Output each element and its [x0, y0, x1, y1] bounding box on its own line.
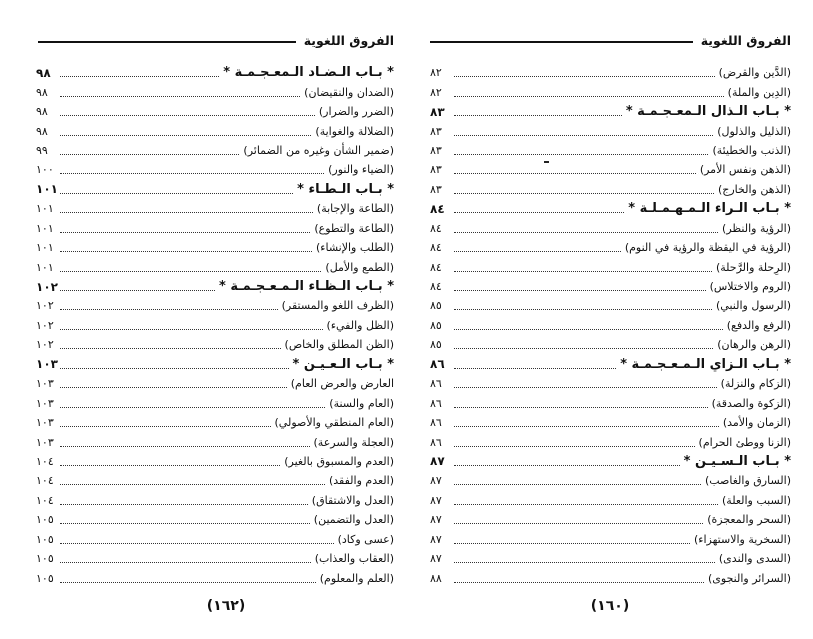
- entry-page-number: ٨٧: [430, 532, 442, 546]
- entry-label: (الزمان والأمد): [722, 416, 791, 430]
- header-rule: [38, 41, 296, 43]
- dot-leader: [60, 407, 325, 408]
- entry-label: (العدل والتضمين): [313, 513, 394, 527]
- dot-leader: [60, 465, 280, 466]
- entry-label: (الظن المطلق والخاص): [284, 338, 394, 352]
- toc-entry[interactable]: [430, 141, 791, 160]
- dot-leader: [60, 271, 321, 272]
- entry-page-number: ١٠١: [36, 260, 54, 274]
- dot-leader: [60, 329, 323, 330]
- dot-leader: [454, 212, 624, 213]
- dot-leader: [454, 115, 622, 116]
- toc-entry[interactable]: [36, 316, 394, 335]
- entry-page-number: ٩٩: [36, 143, 48, 157]
- entry-page-number: ١٠٢: [36, 338, 54, 352]
- entry-label: * بـاب الـراء الـمـهـمـلـة *: [628, 201, 791, 217]
- dot-leader: [454, 329, 723, 330]
- dot-leader: [454, 484, 701, 485]
- dot-leader: [454, 290, 706, 291]
- entry-page-number: ٩٨: [36, 65, 51, 80]
- toc-entry[interactable]: [36, 568, 394, 587]
- entry-label: (السارق والغاصب): [704, 474, 791, 488]
- toc-entry[interactable]: [430, 471, 791, 490]
- entry-page-number: ١٠١: [36, 202, 54, 216]
- entry-page-number: ٨٤: [430, 280, 442, 294]
- entry-page-number: ٨٤: [430, 221, 442, 235]
- dot-leader: [454, 446, 695, 447]
- entry-label: (الروم والاختلاس): [709, 280, 791, 294]
- toc-entry[interactable]: [430, 413, 791, 432]
- toc-section-heading[interactable]: [36, 63, 394, 82]
- entry-page-number: ٨٥: [430, 318, 442, 332]
- entry-label: (الزنا ووطئ الحرام): [698, 435, 791, 449]
- dot-leader: [454, 465, 680, 466]
- entry-label: (السبب والعلة): [722, 493, 791, 507]
- entry-label: (السحر والمعجزة): [707, 513, 791, 527]
- dot-leader: [60, 523, 310, 524]
- entry-page-number: ٨٤: [430, 241, 442, 255]
- dot-leader: [454, 251, 621, 252]
- page-number: (١٦٢): [206, 598, 246, 614]
- dot-leader: [454, 135, 713, 136]
- entry-page-number: ٨٦: [430, 377, 442, 391]
- entry-label: (العدم والمسبوق بالغير): [284, 454, 394, 468]
- entry-label: (الدَّين والقرض): [718, 66, 791, 80]
- entry-page-number: ١٠٢: [36, 318, 54, 332]
- entry-label: (الرِحلة والرَّحلة): [715, 260, 791, 274]
- entry-label: (الذهن ونفس الأمر): [699, 163, 791, 177]
- toc-entry[interactable]: [36, 491, 394, 510]
- toc-entry[interactable]: [36, 141, 394, 160]
- dot-leader: [60, 251, 312, 252]
- entry-label: (عسى وكاد): [337, 532, 394, 546]
- toc-entry[interactable]: [430, 82, 791, 101]
- entry-label: (الضدان والنقيضان): [304, 85, 394, 99]
- entry-label: (السخرية والاستهزاء): [694, 532, 791, 546]
- dot-leader: [454, 309, 712, 310]
- entry-label: * بـاب الـعـيـن *: [292, 356, 394, 372]
- toc-section-heading[interactable]: [430, 355, 791, 374]
- toc-section-heading[interactable]: [430, 452, 791, 471]
- entry-page-number: ٨٢: [430, 85, 442, 99]
- entry-label: (العام المنطقي والأصولي): [274, 416, 394, 430]
- dot-leader: [60, 582, 316, 583]
- entry-page-number: ٩٨: [36, 85, 48, 99]
- toc-entry[interactable]: [36, 238, 394, 257]
- left-page: [36, 0, 394, 639]
- entry-page-number: ١٠٣: [36, 357, 58, 372]
- dot-leader: [454, 504, 718, 505]
- entry-label: (العام والسنة): [329, 396, 394, 410]
- entry-page-number: ١٠٠: [36, 163, 54, 177]
- toc-entry[interactable]: [36, 549, 394, 568]
- dot-leader: [454, 562, 715, 563]
- dot-leader: [60, 562, 311, 563]
- toc-entry[interactable]: [36, 374, 394, 393]
- entry-page-number: ٨٦: [430, 435, 442, 449]
- entry-page-number: ١٠٤: [36, 493, 54, 507]
- entry-label: (الظل والفيء): [326, 318, 394, 332]
- entry-label: (الرهن والرهان): [717, 338, 791, 352]
- entry-label: (السدى والندى): [718, 552, 791, 566]
- entry-label: (الذليل والذلول): [717, 124, 791, 138]
- entry-page-number: ١٠١: [36, 182, 58, 197]
- entry-page-number: ٨٧: [430, 552, 442, 566]
- dot-leader: [60, 309, 278, 310]
- toc-section-heading[interactable]: [36, 355, 394, 374]
- entry-page-number: ٨٦: [430, 396, 442, 410]
- entry-page-number: ٨٥: [430, 299, 442, 313]
- toc-list: [430, 63, 791, 588]
- entry-page-number: ٨٦: [430, 357, 445, 372]
- entry-page-number: ٨٤: [430, 260, 442, 274]
- dot-leader: [454, 407, 708, 408]
- toc-entry[interactable]: [36, 121, 394, 140]
- dot-leader: [60, 135, 311, 136]
- entry-label: (السرائر والنجوى): [708, 571, 791, 585]
- entry-page-number: ١٠٣: [36, 396, 54, 410]
- entry-page-number: ٨٧: [430, 454, 445, 469]
- entry-page-number: ٨٣: [430, 124, 442, 138]
- toc-entry[interactable]: [430, 296, 791, 315]
- entry-label: (الدِين والملة): [727, 85, 791, 99]
- entry-label: (الضلالة والغواية): [315, 124, 394, 138]
- toc-entry[interactable]: [430, 238, 791, 257]
- running-head: [430, 30, 791, 50]
- entry-label: (العدل والاشتقاق): [311, 493, 394, 507]
- toc-entry[interactable]: [430, 510, 791, 529]
- dot-leader: [60, 212, 313, 213]
- toc-entry[interactable]: [36, 199, 394, 218]
- toc-entry[interactable]: [430, 180, 791, 199]
- entry-label: * بـاب الـزاي الـمـعـجـمـة *: [620, 356, 791, 372]
- dot-leader: [454, 96, 724, 97]
- entry-label: (الطلب والإنشاء): [316, 241, 394, 255]
- toc-section-heading[interactable]: [36, 180, 394, 199]
- dot-leader: [454, 76, 715, 77]
- dot-leader: [454, 232, 718, 233]
- entry-page-number: ٨٥: [430, 338, 442, 352]
- entry-label: (الزكوة والصدقة): [711, 396, 791, 410]
- entry-page-number: ١٠٥: [36, 552, 54, 566]
- entry-page-number: ١٠٢: [36, 299, 54, 313]
- dot-leader: [60, 193, 293, 194]
- entry-label: (الطاعة والإجابة): [316, 202, 394, 216]
- entry-page-number: ١٠٣: [36, 416, 54, 430]
- entry-label: * بـاب الـطـاء *: [297, 181, 394, 197]
- entry-page-number: ١٠٢: [36, 279, 58, 294]
- entry-label: (الرؤية والنظر): [722, 221, 791, 235]
- entry-page-number: ٨٧: [430, 474, 442, 488]
- dot-leader: [454, 193, 714, 194]
- entry-page-number: ٨٣: [430, 182, 442, 196]
- dot-leader: [60, 115, 315, 116]
- toc-entry[interactable]: [36, 102, 394, 121]
- dot-leader: [60, 504, 308, 505]
- dot-leader: [60, 290, 215, 291]
- toc-list: [36, 63, 394, 588]
- entry-label: * بـاب الـضـاد الـمعـجـمـة *: [223, 65, 394, 81]
- toc-entry[interactable]: [36, 452, 394, 471]
- toc-entry[interactable]: [36, 393, 394, 412]
- toc-entry[interactable]: [430, 277, 791, 296]
- entry-label: (العجلة والسرعة): [313, 435, 394, 449]
- entry-page-number: ١٠٣: [36, 435, 54, 449]
- entry-label: العارض والعرض العام): [290, 377, 394, 391]
- dot-leader: [60, 96, 300, 97]
- dot-leader: [60, 426, 271, 427]
- dot-leader: [60, 76, 219, 77]
- entry-page-number: ٨٤: [430, 201, 445, 216]
- entry-page-number: ٨٨: [430, 571, 442, 585]
- dot-leader: [60, 387, 287, 388]
- toc-entry[interactable]: [430, 374, 791, 393]
- dot-leader: [454, 368, 616, 369]
- toc-entry[interactable]: [36, 471, 394, 490]
- entry-page-number: ١٠١: [36, 241, 54, 255]
- dot-leader: [454, 154, 708, 155]
- dot-leader: [60, 232, 310, 233]
- entry-page-number: ١٠٥: [36, 571, 54, 585]
- toc-entry[interactable]: [36, 296, 394, 315]
- toc-section-heading[interactable]: [430, 199, 791, 218]
- entry-page-number: ١٠٣: [36, 377, 54, 391]
- entry-label: (الرفع والدفع): [726, 318, 791, 332]
- header-rule: [430, 41, 693, 43]
- dot-leader: [454, 348, 713, 349]
- toc-section-heading[interactable]: [36, 277, 394, 296]
- entry-label: (الزكام والنزلة): [720, 377, 791, 391]
- entry-page-number: ١٠٥: [36, 532, 54, 546]
- dot-leader: [454, 271, 712, 272]
- entry-label: * بـاب الـسـيـن *: [683, 453, 791, 469]
- entry-label: * بـاب الـذال الـمعـجـمـة *: [625, 104, 791, 120]
- toc-entry[interactable]: [430, 121, 791, 140]
- entry-label: (الظرف اللغو والمستقر): [281, 299, 394, 313]
- toc-entry[interactable]: [430, 491, 791, 510]
- dot-leader: [454, 387, 717, 388]
- dot-leader: [60, 173, 324, 174]
- entry-label: (الضرر والضرار): [318, 105, 394, 119]
- dot-leader: [60, 446, 310, 447]
- dot-leader: [60, 348, 281, 349]
- entry-label: (الضياء والنور): [328, 163, 394, 177]
- dot-leader: [60, 484, 325, 485]
- toc-entry[interactable]: [36, 413, 394, 432]
- entry-page-number: ١٠٤: [36, 454, 54, 468]
- dot-leader: [60, 368, 289, 369]
- toc-entry[interactable]: [36, 257, 394, 276]
- entry-page-number: ٨٧: [430, 493, 442, 507]
- entry-page-number: ٩٨: [36, 105, 48, 119]
- entry-page-number: ٨٣: [430, 104, 445, 119]
- entry-label: (الرؤية في اليقظة والرؤية في النوم): [624, 241, 791, 255]
- print-speck: [544, 161, 549, 163]
- dot-leader: [454, 582, 704, 583]
- entry-label: (العلم والمعلوم): [319, 571, 394, 585]
- entry-label: (العدم والفقد): [328, 474, 394, 488]
- entry-label: * بـاب الـظـاء الـمـعـجـمـة *: [219, 279, 394, 295]
- dot-leader: [60, 154, 239, 155]
- dot-leader: [60, 543, 334, 544]
- entry-page-number: ٨٢: [430, 66, 442, 80]
- toc-entry[interactable]: [430, 160, 791, 179]
- dot-leader: [454, 426, 719, 427]
- entry-label: (الذنب والخطيئة): [712, 143, 791, 157]
- toc-entry[interactable]: [36, 510, 394, 529]
- entry-page-number: ٩٨: [36, 124, 48, 138]
- toc-entry[interactable]: [430, 393, 791, 412]
- toc-entry[interactable]: [430, 219, 791, 238]
- dot-leader: [454, 523, 703, 524]
- toc-entry[interactable]: [430, 568, 791, 587]
- entry-page-number: ١٠٤: [36, 474, 54, 488]
- toc-entry[interactable]: [430, 257, 791, 276]
- entry-page-number: ١٠٥: [36, 513, 54, 527]
- dot-leader: [454, 543, 690, 544]
- entry-label: (ضمير الشأن وغيره من الضمائر): [243, 143, 394, 157]
- entry-label: (الرسول والنبي): [716, 299, 791, 313]
- toc-entry[interactable]: [36, 160, 394, 179]
- toc-entry[interactable]: [430, 432, 791, 451]
- toc-entry[interactable]: [36, 335, 394, 354]
- toc-entry[interactable]: [430, 530, 791, 549]
- entry-label: (الذهن والخارج): [717, 182, 791, 196]
- entry-page-number: ٨٦: [430, 416, 442, 430]
- running-head: [36, 30, 394, 50]
- toc-entry[interactable]: [430, 549, 791, 568]
- toc-entry[interactable]: [430, 316, 791, 335]
- entry-page-number: ١٠١: [36, 221, 54, 235]
- toc-entry[interactable]: [430, 63, 791, 82]
- entry-label: (العقاب والعذاب): [314, 552, 394, 566]
- entry-label: (الطاعة والتطوع): [314, 221, 394, 235]
- entry-label: (الطمع والأمل): [325, 260, 394, 274]
- toc-entry[interactable]: [36, 82, 394, 101]
- running-title: الفروق اللغوية: [700, 32, 791, 48]
- toc-entry[interactable]: [36, 530, 394, 549]
- toc-section-heading[interactable]: [430, 102, 791, 121]
- page-number: (١٦٠): [590, 598, 630, 614]
- toc-entry[interactable]: [36, 219, 394, 238]
- entry-page-number: ٨٣: [430, 163, 442, 177]
- entry-page-number: ٨٧: [430, 513, 442, 527]
- toc-entry[interactable]: [36, 432, 394, 451]
- entry-page-number: ٨٣: [430, 143, 442, 157]
- running-title: الفروق اللغوية: [303, 32, 394, 48]
- dot-leader: [454, 173, 696, 174]
- toc-entry[interactable]: [430, 335, 791, 354]
- right-page: [430, 0, 791, 639]
